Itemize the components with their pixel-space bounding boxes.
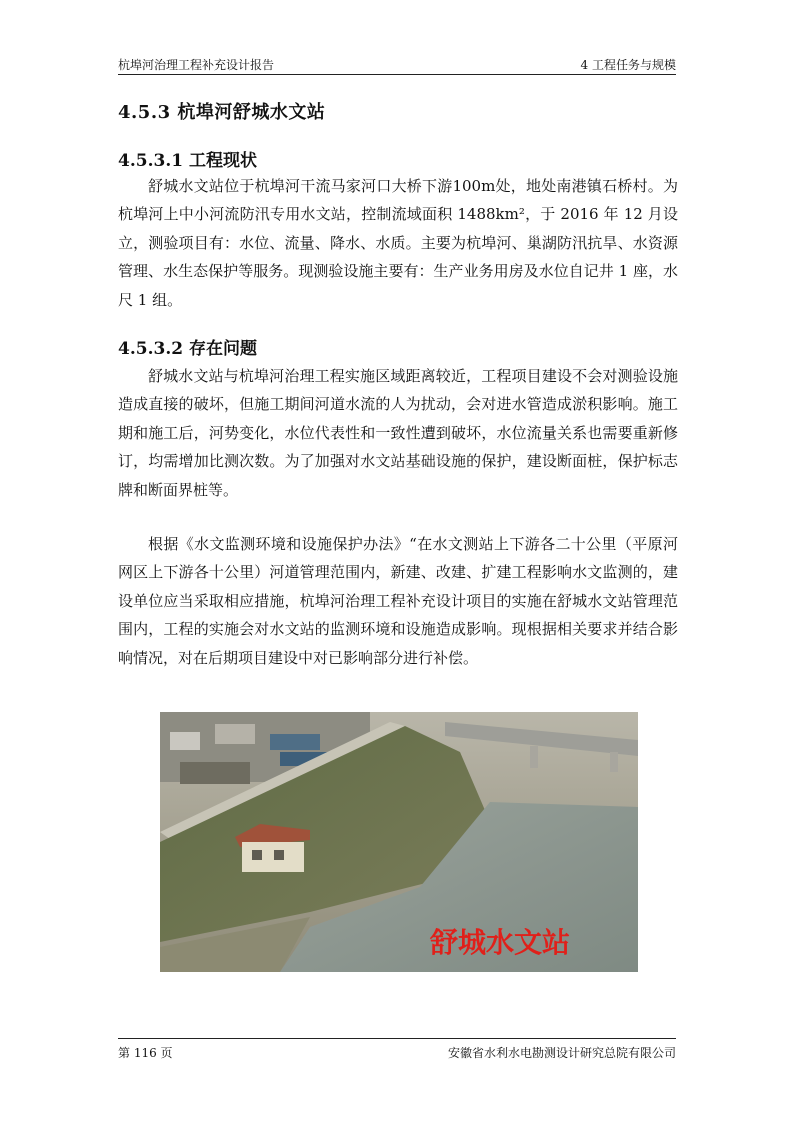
header-report-title: 杭埠河治理工程补充设计报告 <box>118 58 275 72</box>
paragraph-status: 舒城水文站位于杭埠河干流马家河口大桥下游100m处，地处南港镇石桥村。为杭埠河上中小河流防汛专用水文站，控制流域面积 1488km²，于 2016 年 12 月设立，测验项目有：水位、流量、降水、水质。主要为杭埠河、巢湖防汛抗旱、水资源管理、水生态保护等服务。现测验设施主要有：生产业务用房及水位自记井 1 座，水尺 1 组。 <box>118 177 678 309</box>
page-header <box>118 52 676 75</box>
photo-building <box>215 724 255 744</box>
section-heading: 4.5.3 杭埠河舒城水文站 <box>118 102 326 123</box>
paragraph-problems-1: 舒城水文站与杭埠河治理工程实施区域距离较近，工程项目建设不会对测验设施造成直接的破坏，但施工期间河道水流的人为扰动，会对进水管造成淤积影响。施工期和施工后，河势变化，水位代表性和一致性遭到破坏，水位流量关系也需要重新修订，均需增加比测次数。为了加强对水文站基础设施的保护，建设断面桩，保护标志牌和断面界桩等。 <box>118 367 678 499</box>
photo-building <box>170 732 200 750</box>
subsection-heading-status: 4.5.3.1 工程现状 <box>118 151 257 171</box>
photo-station-house <box>242 842 304 872</box>
photo-station-window <box>252 850 262 860</box>
photo-caption-label: 舒城水文站 <box>430 926 571 959</box>
footer-page-number: 第 116 页 <box>118 1046 173 1060</box>
header-chapter-title: 4 工程任务与规模 <box>580 58 676 72</box>
photo-station-window <box>274 850 284 860</box>
photo-bridge-pier <box>610 752 618 772</box>
subsection-heading-problems: 4.5.3.2 存在问题 <box>118 339 257 359</box>
hydrological-station-photo <box>160 712 638 972</box>
photo-building <box>180 762 250 784</box>
photo-building <box>270 734 320 750</box>
footer-organization: 安徽省水利水电勘测设计研究总院有限公司 <box>447 1046 676 1060</box>
page-footer <box>118 1038 676 1063</box>
paragraph-problems-2: 根据《水文监测环境和设施保护办法》“在水文测站上下游各二十公里（平原河网区上下游各十公里）河道管理范围内，新建、改建、扩建工程影响水文监测的，建设单位应当采取相应措施，杭埠河治理工程补充设计项目的实施在舒城水文站管理范围内，工程的实施会对水文站的监测环境和设施造成影响。现根据相关要求并结合影响情况，对在后期项目建设中对已影响部分进行补偿。 <box>118 535 678 667</box>
photo-bridge-pier <box>530 746 538 768</box>
